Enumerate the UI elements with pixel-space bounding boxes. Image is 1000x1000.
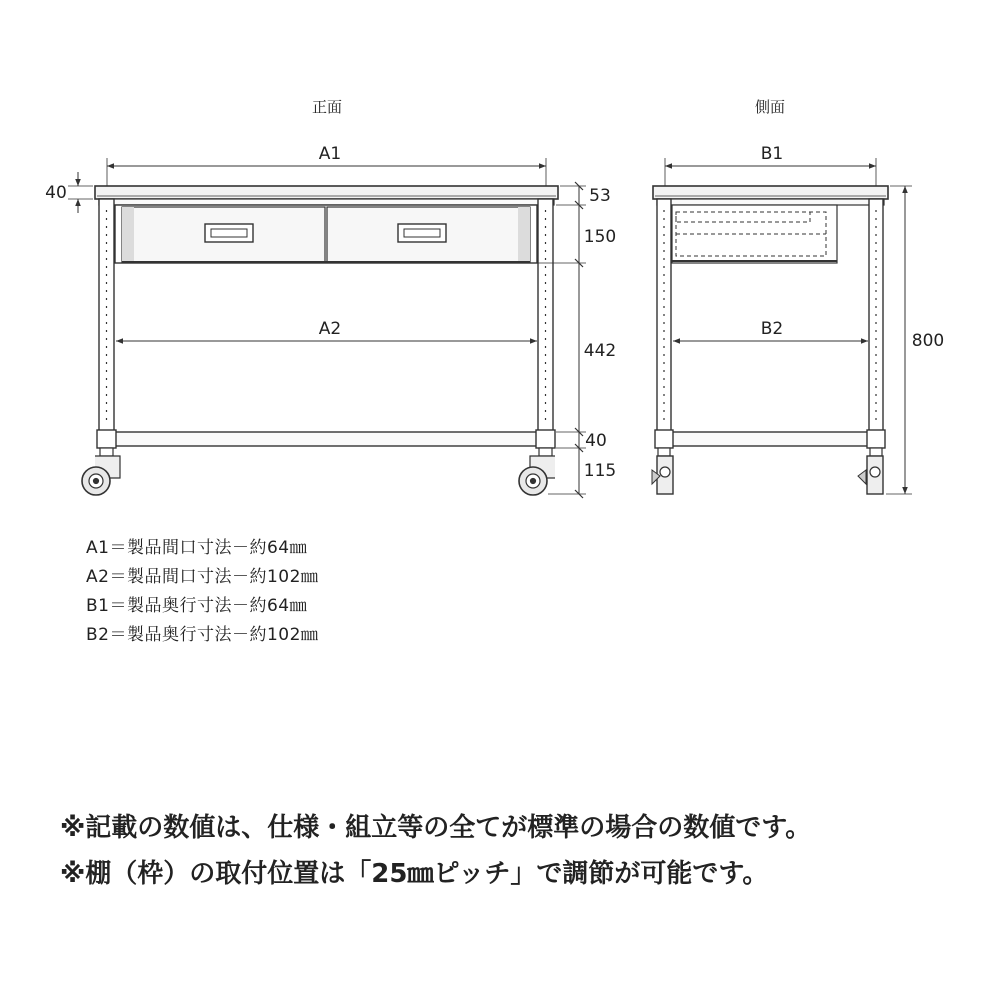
dim-left-40-label: 40 bbox=[45, 183, 67, 203]
front-right-caster bbox=[519, 448, 555, 495]
legend-a2: A2＝製品間口寸法－約102㎜ bbox=[86, 567, 319, 587]
front-left-leg-foot bbox=[97, 430, 116, 448]
legend-a1: A1＝製品間口寸法－約64㎜ bbox=[86, 538, 308, 558]
dim-right-150-label: 150 bbox=[583, 227, 617, 247]
front-top-frame bbox=[99, 199, 554, 205]
front-right-leg-foot bbox=[536, 430, 555, 448]
front-bottom-shelf bbox=[99, 432, 554, 446]
side-view bbox=[652, 98, 944, 494]
legend-b2: B2＝製品奥行寸法－約102㎜ bbox=[86, 625, 319, 645]
side-view-title: 側面 bbox=[754, 98, 786, 116]
front-tabletop bbox=[95, 186, 558, 199]
side-right-leg-foot bbox=[867, 430, 885, 448]
drawer-left-shadow bbox=[122, 207, 134, 262]
drawer-left-handle-inner bbox=[211, 229, 247, 237]
dim-right-442-label: 442 bbox=[583, 341, 617, 361]
front-view bbox=[45, 98, 616, 498]
front-left-caster bbox=[82, 448, 120, 495]
side-right-caster bbox=[858, 448, 883, 494]
dim-b1-label: B1 bbox=[760, 144, 784, 164]
note-standard-values: ※記載の数値は、仕様・組立等の全てが標準の場合の数値です。 bbox=[60, 813, 812, 843]
front-view-title: 正面 bbox=[311, 98, 343, 116]
side-left-leg-foot bbox=[655, 430, 673, 448]
drawer-right-handle-inner bbox=[404, 229, 440, 237]
legend-b1: B1＝製品奥行寸法－約64㎜ bbox=[86, 596, 308, 616]
dim-right-40-label: 40 bbox=[585, 431, 607, 451]
dim-800-label: 800 bbox=[911, 331, 945, 351]
notes bbox=[60, 805, 811, 897]
dimension-legend bbox=[86, 534, 318, 650]
drawer-right-shadow bbox=[518, 207, 530, 262]
side-tabletop bbox=[653, 186, 888, 199]
dim-right-115-label: 115 bbox=[583, 461, 617, 481]
dim-b2-label: B2 bbox=[760, 319, 784, 339]
dim-a1-label: A1 bbox=[318, 144, 342, 164]
side-bottom-shelf bbox=[657, 432, 884, 446]
note-shelf-pitch: ※棚（枠）の取付位置は「25㎜ピッチ」で調節が可能です。 bbox=[60, 859, 769, 889]
dim-right-53-label: 53 bbox=[589, 186, 611, 206]
side-top-frame bbox=[657, 199, 884, 205]
side-left-caster bbox=[652, 448, 673, 494]
dim-a2-label: A2 bbox=[318, 319, 342, 339]
